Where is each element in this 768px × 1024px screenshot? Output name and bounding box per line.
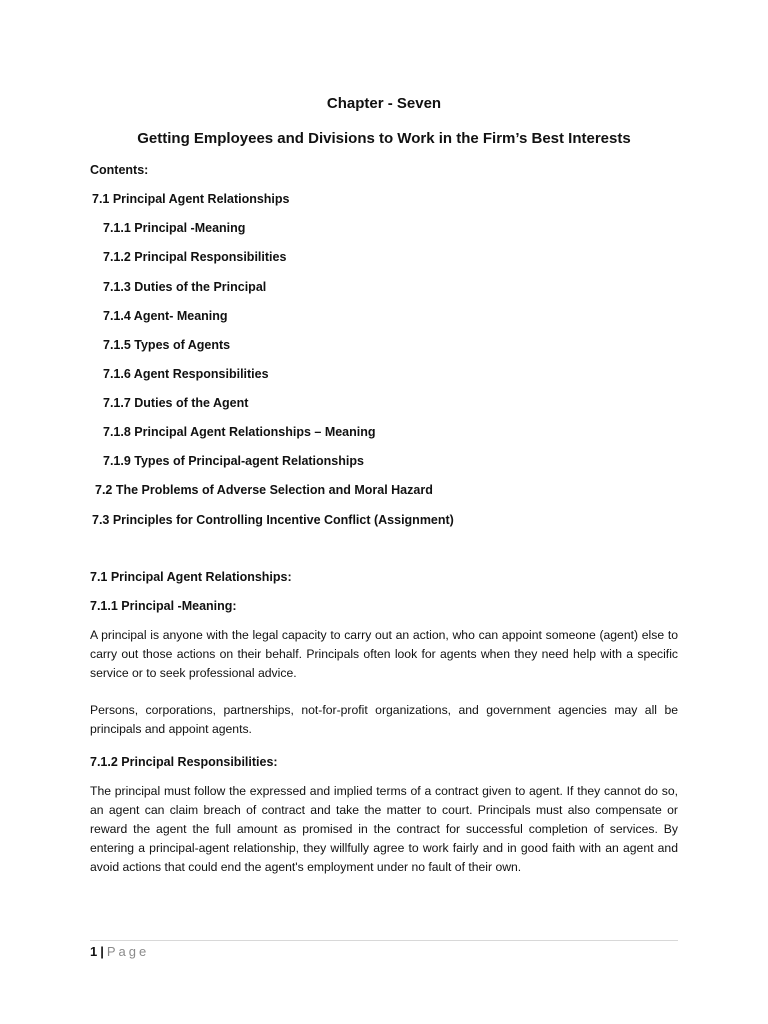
paragraph: The principal must follow the expressed and implied terms of a contract given to agent. If they cannot do so, an agent can claim breach of contract and take the matter to court. Principals must also compensate or reward the agent the full amount as promised in the contract for successful completion of services. By entering a principal-agent relationship, they willfully agree to work fairly and in good faith with an agent and avoid actions that could end the agent's employment under no fault of their own. bbox=[90, 784, 678, 874]
paragraph: Persons, corporations, partnerships, not-for-profit organizations, and government agencies may all be principals and appoint agents. bbox=[90, 703, 678, 736]
toc-item: 7.1.9 Types of Principal-agent Relationships bbox=[103, 454, 364, 468]
toc-item: 7.3 Principles for Controlling Incentive Conflict (Assignment) bbox=[92, 513, 454, 527]
toc-item: 7.1.6 Agent Responsibilities bbox=[103, 367, 269, 381]
section-heading: 7.1.2 Principal Responsibilities: bbox=[90, 755, 278, 769]
toc-item: 7.1.5 Types of Agents bbox=[103, 338, 231, 352]
page-number: 1 bbox=[90, 944, 98, 959]
page-word: Page bbox=[106, 944, 150, 959]
section-heading: 7.1 Principal Agent Relationships: bbox=[90, 570, 292, 584]
section-heading: 7.1.1 Principal -Meaning: bbox=[90, 599, 237, 613]
chapter-title: Getting Employees and Divisions to Work in the Firm’s Best Interests bbox=[137, 130, 631, 147]
page-footer bbox=[90, 944, 149, 959]
toc-item: 7.1.7 Duties of the Agent bbox=[103, 396, 249, 410]
footer-divider bbox=[90, 940, 678, 941]
toc-item: 7.1 Principal Agent Relationships bbox=[92, 192, 290, 206]
toc-item: 7.1.1 Principal -Meaning bbox=[103, 221, 246, 235]
footer-separator: | bbox=[100, 944, 104, 959]
toc-item: 7.2 The Problems of Adverse Selection and Moral Hazard bbox=[95, 483, 433, 497]
chapter-label: Chapter - Seven bbox=[326, 95, 442, 112]
paragraph: A principal is anyone with the legal capacity to carry out an action, who can appoint someone (agent) else to carry out those actions on their behalf. Principals often look for agents when they need help with a specific service or to seek professional advice. bbox=[90, 628, 678, 680]
toc-item: 7.1.4 Agent- Meaning bbox=[103, 309, 228, 323]
toc-item: 7.1.8 Principal Agent Relationships – Meaning bbox=[103, 425, 376, 439]
toc-item: 7.1.3 Duties of the Principal bbox=[103, 280, 267, 294]
contents-label: Contents: bbox=[90, 163, 149, 177]
toc-item: 7.1.2 Principal Responsibilities bbox=[103, 250, 287, 264]
